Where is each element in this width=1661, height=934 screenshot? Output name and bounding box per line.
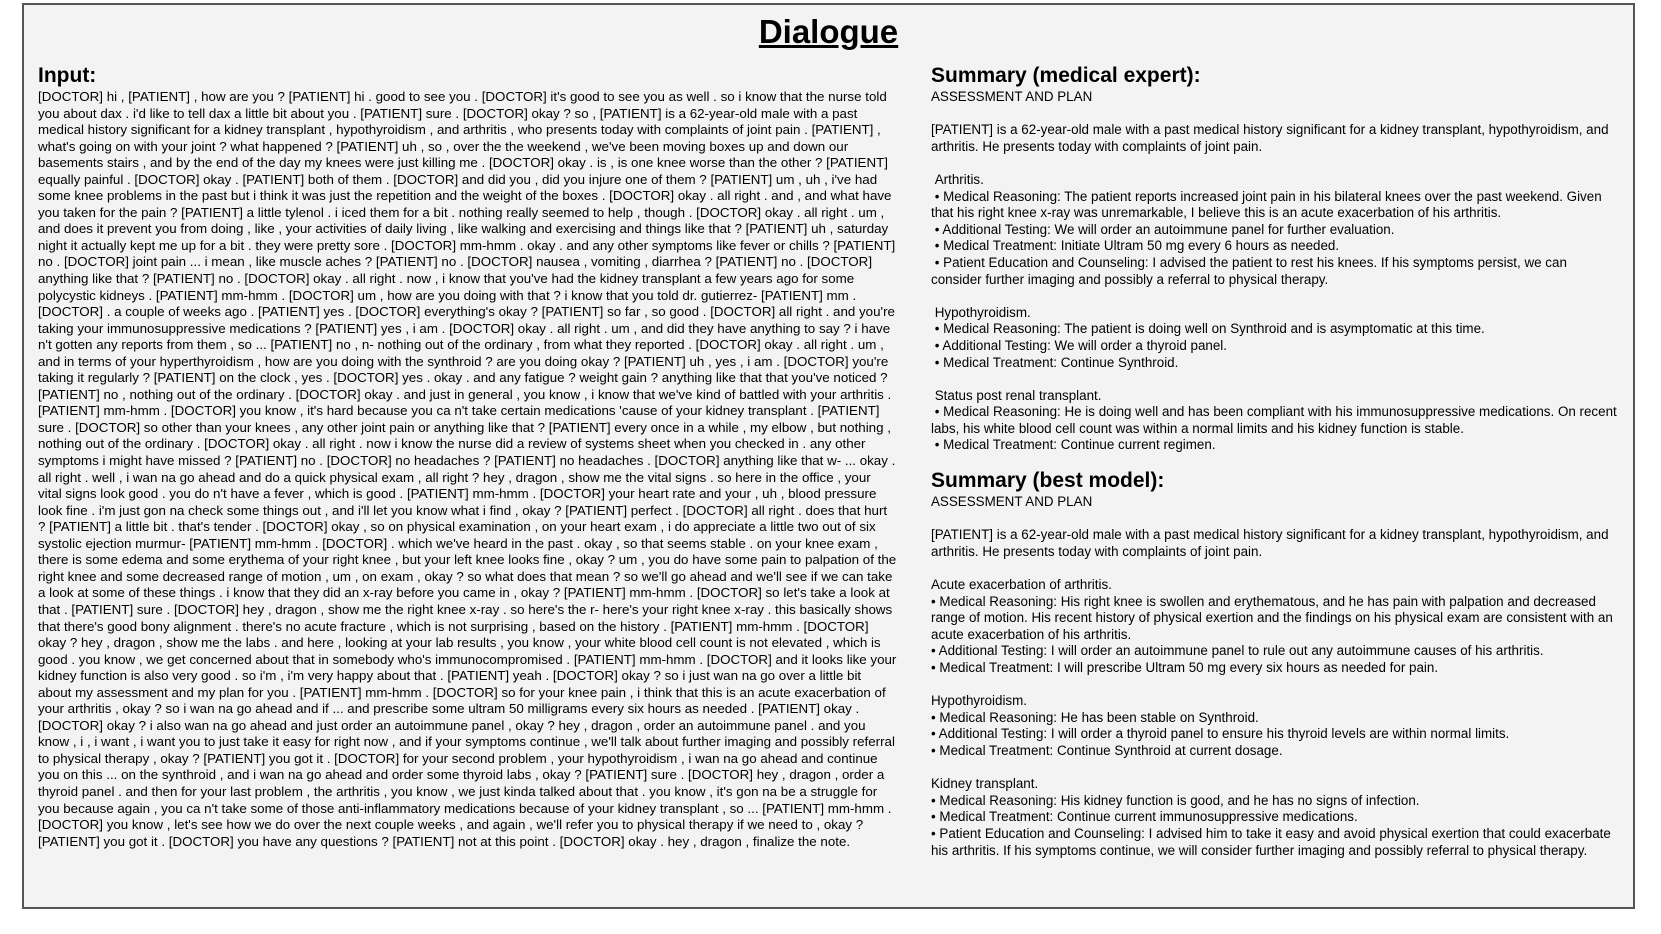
dialogue-panel xyxy=(22,3,1635,909)
page-title: Dialogue xyxy=(758,13,899,50)
input-section xyxy=(38,63,901,850)
expert-summary-heading: Summary (medical expert): xyxy=(931,64,1201,87)
input-transcript: [DOCTOR] hi , [PATIENT] , how are you ? [PATIENT] hi . good to see you . [DOCTOR] it's good to see you as well . so i know that the nurse told you about dax . i'd like to tell dax a little bit about you . [PATIENT] sure . [DOCTOR] okay ? so , [PATIENT] is a 62-year-old male with a past medical history significant for a kidney transplant , hypothyroidism , and arthritis , who presents today with complaints of joint pain . [PATIENT] , what's going on with your joint ? what happened ? [PATIENT] uh , so , over the the weekend , we've been moving boxes up and down our basements stairs , and by the end of the day my knees were just killing me . [DOCTOR] okay . is , is one knee worse than the other ? [PATIENT] equally painful . [DOCTOR] okay . [PATIENT] both of them . [DOCTOR] and did you , did you injure one of them ? [PATIENT] um , uh , i've had some knee problems in the past but i think it was just the repetition and the weight of the boxes . [DOCTOR] okay . all right . and , and what have you taken for the pain ? [PATIENT] a little tylenol . i iced them for a bit . nothing really seemed to help , though . [DOCTOR] okay . all right . um , and does it prevent you from doing , like , your activities of daily living , like walking and exercising and things like that ? [PATIENT] uh , saturday night it actually kept me up for a bit . they were pretty sore . [DOCTOR] mm-hmm . okay . and any other symptoms like fever or chills ? [PATIENT] no . [DOCTOR] joint pain ... i mean , like muscle aches ? [PATIENT] no . [DOCTOR] nausea , vomiting , diarrhea ? [PATIENT] no . [DOCTOR] anything like that ? [PATIENT] no . [DOCTOR] okay . all right . now , i know that you've had the kidney transplant a few years ago for some polycystic kidneys . [PATIENT] mm-hmm . [DOCTOR] um , how are you doing with that ? i know that you told dr. gutierrez- [PATIENT] mm . [DOCTOR] . a couple of weeks ago . [PATIENT] yes . [DOCTOR] everything's okay ? [PATIENT] so far , so good . [DOCTOR] all right . and you're taking your immunosuppressive medications ? [PATIENT] yes , i am . [DOCTOR] okay . all right . um , and did they have anything to say ? i have n't gotten any reports from them , so ... [PATIENT] no , n- nothing out of the ordinary , from what they reported . [DOCTOR] okay . all right . um , and in terms of your hyperthyroidism , how are you doing with the synthroid ? are you doing okay ? [PATIENT] uh , yes , i am . [DOCTOR] you're taking it regularly ? [PATIENT] on the clock , yes . [DOCTOR] yes . okay . and any fatigue ? weight gain ? anything like that that you've noticed ? [PATIENT] no , nothing out of the ordinary . [DOCTOR] okay . and just in general , you know , i know that we've kind of battled with your arthritis . [PATIENT] mm-hmm . [DOCTOR] you know , it's hard because you ca n't take certain medications 'cause of your kidney transplant . [PATIENT] sure . [DOCTOR] so other than your knees , any other joint pain or anything like that ? [PATIENT] every once in a while , my elbow , but nothing , nothing out of the ordinary . [DOCTOR] okay . all right . now i know the nurse did a review of systems sheet when you checked in . any other symptoms i might have missed ? [PATIENT] no . [DOCTOR] no headaches ? [PATIENT] no headaches . [DOCTOR] anything like that w- ... okay . all right . well , i wan na go ahead and do a quick physical exam , all right ? hey , dragon , show me the vital signs . so here in the office , your vital signs look good . you do n't have a fever , which is good . [PATIENT] mm-hmm . [DOCTOR] your heart rate and your , uh , blood pressure look fine . i'm just gon na check some things out , and i'll let you know what i find , okay ? [PATIENT] perfect . [DOCTOR] all right . does that hurt ? [PATIENT] a little bit . that's tender . [DOCTOR] okay , so on physical examination , on your heart exam , i do appreciate a little two out of six systolic ejection murmur- [PATIENT] mm-hmm . [DOCTOR] . which we've heard in the past . okay , so that seems stable . on your knee exam , there is some edema and some erythema of your right knee , but your left knee looks fine , okay ? um , you do have some pain to palpation of the right knee and some decreased range of motion , um , on exam , okay ? so what does that mean ? so we'll go ahead and we'll see if we can take a look at some of these things . i know that they did an x-ray before you came in , okay ? [PATIENT] mm-hmm . [DOCTOR] so let's take a look at that . [PATIENT] sure . [DOCTOR] hey , dragon , show me the right knee x-ray . so here's the r- here's your right knee x-ray . this basically shows that there's good bony alignment . there's no acute fracture , which is not surprising , based on the history . [PATIENT] mm-hmm . [DOCTOR] okay ? hey , dragon , show me the labs . and here , looking at your lab results , you know , your white blood cell count is not elevated , which is good . you know , we get concerned about that in somebody who's immunocompromised . [PATIENT] mm-hmm . [DOCTOR] and it looks like your kidney function is also very good . so i'm , i'm very happy about that . [PATIENT] yeah . [DOCTOR] okay ? so i just wan na go over a little bit about my assessment and my plan for you . [PATIENT] mm-hmm . [DOCTOR] so for your knee pain , i think that this is an acute exacerbation of your arthritis , okay ? so i wan na go ahead and if ... and prescribe some ultram 50 milligrams every six hours as needed . [PATIENT] okay . [DOCTOR] okay ? i also wan na go ahead and just order an autoimmune panel , okay ? hey , dragon , order an autoimmune panel . and you know , i , i want , i want you to just take it easy for right now , and if your symptoms continue , we'll talk about further imaging and possibly referral to physical therapy , okay ? [PATIENT] you got it . [DOCTOR] for your second problem , your hypothyroidism , i wan na go ahead and continue you on this ... on the synthroid , and i wan na go ahead and order some thyroid labs , okay ? [PATIENT] sure . [DOCTOR] hey , dragon , order a thyroid panel . and then for your last problem , the arthritis , you know , we just kinda talked about that . you know , it's gon na be a struggle for you because again , you ca n't take some of those anti-inflammatory medications because of your kidney transplant , so ... [PATIENT] mm-hmm . [DOCTOR] you know , let's see how we do over the next couple weeks , and again , we'll refer you to physical therapy if we need to , okay ? [PATIENT] you got it . [DOCTOR] you have any questions ? [PATIENT] not at this point . [DOCTOR] okay . hey , dragon , finalize the note. xyxy=(38,89,901,849)
model-summary-heading: Summary (best model): xyxy=(931,469,1165,493)
expert-summary-text: ASSESSMENT AND PLAN [PATIENT] is a 62-year-old male with a past medical history significant for a kidney transplant, hypothyroidism, and arthritis. He presents today with complaints of joint pain. Arthritis. • Medical Reasoning: The patient reports increased joint pain in his bilateral knees over the past weekend. Given that his right knee x-ray was unremarkable, I believe this is an acute exacerbation of his arthritis. • Additional Testing: We will order an autoimmune panel for further evaluation. • Medical Treatment: Initiate Ultram 50 mg every 6 hours as needed. • Patient Education and Counseling: I advised the patient to rest his knees. If his symptoms persist, we can consider further imaging and possibly a referral to physical therapy. Hypothyroidism. • Medical Reasoning: The patient is doing well on Synthroid and is asymptomatic at this time. • Additional Testing: We will order a thyroid panel. • Medical Treatment: Continue Synthroid. Status post renal transplant. • Medical Reasoning: He is doing well and has been compliant with his immunosuppressive medications. On recent labs, his white blood cell count was within a normal limits and his kidney function is stable. • Medical Treatment: Continue current regimen. xyxy=(931,89,1617,453)
model-summary-text: ASSESSMENT AND PLAN [PATIENT] is a 62-year-old male with a past medical history significant for a kidney transplant, hypothyroidism, and arthritis. He presents today with complaints of joint pain. Acute exacerbation of arthritis. • Medical Reasoning: His right knee is swollen and erythematous, and he has pain with palpation and decreased range of motion. His recent history of physical exertion and the findings on his physical exam are consistent with an acute exacerbation of his arthritis. • Additional Testing: I will order an autoimmune panel to rule out any autoimmune causes of his arthritis. • Medical Treatment: I will prescribe Ultram 50 mg every six hours as needed for pain. Hypothyroidism. • Medical Reasoning: He has been stable on Synthroid. • Additional Testing: I will order a thyroid panel to ensure his thyroid levels are within normal limits. • Medical Treatment: Continue Synthroid at current dosage. Kidney transplant. • Medical Reasoning: His kidney function is good, and he has no signs of infection. • Medical Treatment: Continue current immunosuppressive medications. • Patient Education and Counseling: I advised him to take it easy and avoid physical exertion that could exacerbate his arthritis. If his symptoms continue, we will consider further imaging and possibly referral to physical therapy. xyxy=(931,494,1613,858)
summaries-section xyxy=(931,63,1621,859)
input-heading: Input: xyxy=(38,64,97,87)
section-spacer xyxy=(931,454,1621,468)
